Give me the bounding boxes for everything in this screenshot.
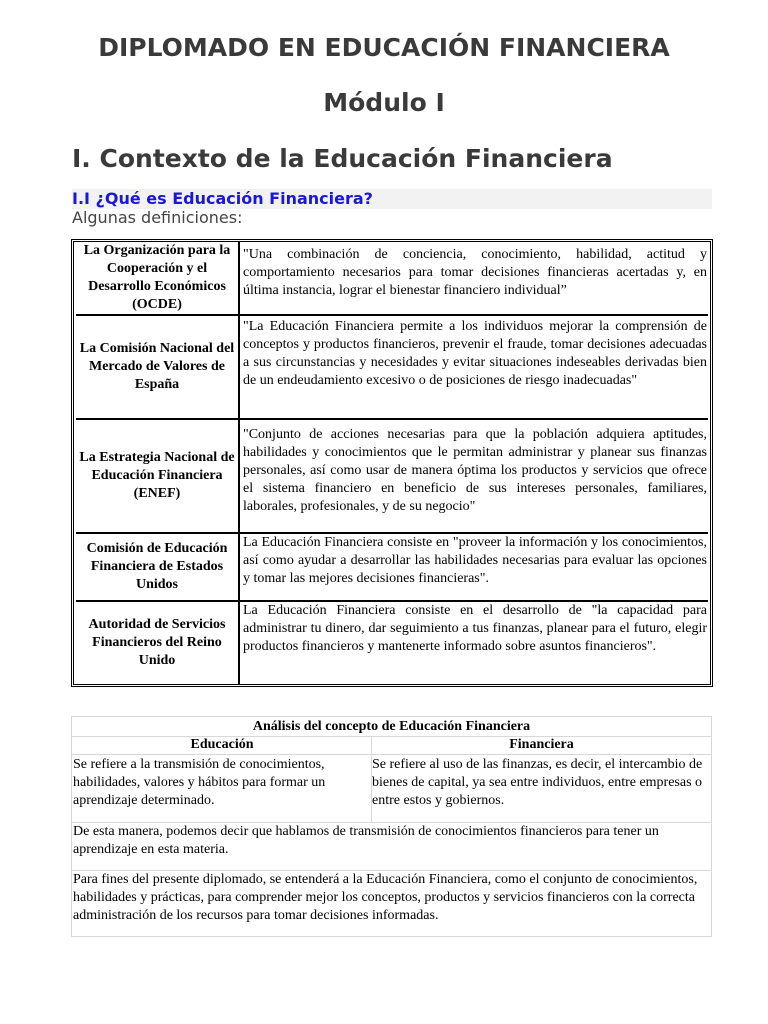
column-header-financiera: Financiera xyxy=(509,737,574,752)
definition-text: La Educación Financiera consiste en el desarrollo de "la capacidad para administrar tu dinero, dar seguimiento a tus finanzas, planear para el futuro, elegir productos financieros y mantenerte informado sobre asuntos financieros". xyxy=(243,603,707,654)
definition-organization: La Organización para la Cooperación y el Desarrollo Económicos (OCDE) xyxy=(76,242,240,314)
section-heading: I. Contexto de la Educación Financiera xyxy=(72,144,613,173)
definition-row xyxy=(76,316,708,420)
definition-row xyxy=(76,534,708,602)
definition-row xyxy=(76,602,708,684)
definitions-table xyxy=(71,239,713,687)
definition-organization: La Comisión Nacional del Mercado de Valores de España xyxy=(76,316,240,418)
definition-organization: Autoridad de Servicios Financieros del Reino Unido xyxy=(76,602,240,684)
conclusion-paragraph: De esta manera, podemos decir que hablamos de transmisión de conocimientos financieros para tener un aprendizaje en esta materia. xyxy=(73,824,659,857)
definition-text: "Una combinación de conciencia, conocimiento, habilidad, actitud y comportamiento necesarios para tomar decisiones financieras acertadas y, en última instancia, lograr el bienestar financiero individual” xyxy=(243,247,707,298)
column-header-educacion: Educación xyxy=(190,737,254,752)
definition-paragraph: Para fines del presente diplomado, se entenderá a la Educación Financiera, como el conjunto de conocimientos, habilidades y prácticas, para comprender mejor los conceptos, productos y servicios financieros con la correcta administración de los recursos para tomar decisiones informadas. xyxy=(73,872,698,923)
subsection-heading: I.I ¿Qué es Educación Financiera? xyxy=(72,189,712,209)
document-title: DIPLOMADO EN EDUCACIÓN FINANCIERA xyxy=(98,33,670,62)
definition-row xyxy=(76,420,708,534)
module-title: Módulo I xyxy=(323,88,445,117)
financiera-description: Se refiere al uso de las finanzas, es decir, el intercambio de bienes de capital, ya sea entre individuos, entre empresas o entre estos y gobiernos. xyxy=(372,757,703,808)
analysis-table xyxy=(71,716,712,937)
definition-organization: La Estrategia Nacional de Educación Financiera (ENEF) xyxy=(76,420,240,532)
definition-text: La Educación Financiera consiste en "proveer la información y los conocimientos, así como ayudar a desarrollar las habilidades necesarias para evaluar las opciones y tomar las mejores decisiones financieras". xyxy=(243,535,707,586)
definition-row xyxy=(76,242,708,316)
definition-organization: Comisión de Educación Financiera de Estados Unidos xyxy=(76,534,240,600)
definition-text: "La Educación Financiera permite a los individuos mejorar la comprensión de conceptos y productos financieros, prevenir el fraude, tomar decisiones adecuadas a sus circunstancias y necesidades y evitar situaciones indeseables derivadas bien de un endeudamiento excesivo o de posiciones de riesgo inadecuadas" xyxy=(243,319,707,388)
definition-text: "Conjunto de acciones necesarias para que la población adquiera aptitudes, habilidades y conocimientos que le permitan administrar y planear sus finanzas personales, así como usar de manera óptima los productos y servicios que ofrece el sistema financiero en beneficio de sus intereses personales, familiares, laborales, profesionales, y de su negocio" xyxy=(243,427,707,514)
educacion-description: Se refiere a la transmisión de conocimientos, habilidades, valores y hábitos para formar un aprendizaje determinado. xyxy=(73,757,326,808)
analysis-title: Análisis del concepto de Educación Financiera xyxy=(252,719,531,734)
intro-text: Algunas definiciones: xyxy=(72,208,243,227)
